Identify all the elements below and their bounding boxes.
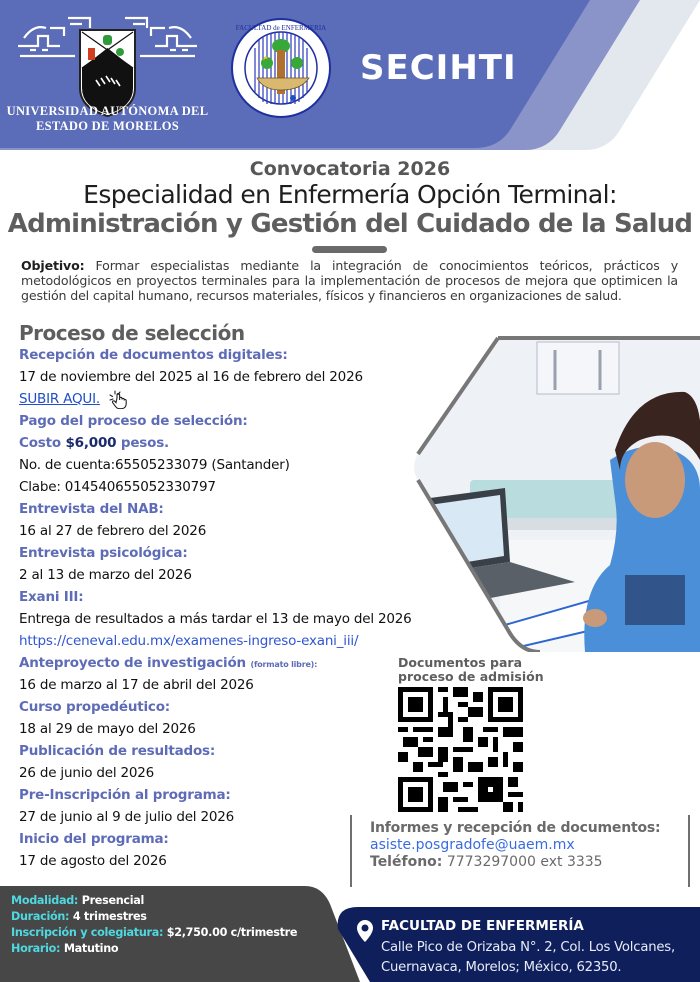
program-title: Especialidad en Enfermería Opción Terminal:	[83, 180, 617, 209]
faculty-seal	[231, 18, 331, 118]
course-label: Curso propedéutico:	[19, 699, 170, 715]
prereg-label: Pre-Inscripción al programa:	[19, 787, 231, 803]
draft-dates: 16 de marzo al 17 de abril del 2026	[19, 677, 254, 693]
nab-interview-dates: 16 al 27 de febrero del 2026	[19, 523, 207, 539]
cost-amount: $6,000	[65, 435, 117, 451]
start-date: 17 de agosto del 2026	[19, 853, 167, 869]
upload-link[interactable]: SUBIR AQUI.	[19, 391, 100, 407]
course-dates: 18 al 29 de mayo del 2026	[19, 721, 196, 737]
draft-note: (formato libre):	[250, 660, 318, 669]
nab-interview-label: Entrevista del NAB:	[19, 501, 164, 517]
exani-link[interactable]: https://ceneval.edu.mx/examenes-ingreso-exani_iii/	[19, 633, 359, 649]
qr-code[interactable]	[398, 687, 523, 812]
objective-label: Objetivo:	[21, 258, 85, 273]
pointer-hand-icon	[108, 389, 130, 409]
start-label: Inicio del programa:	[19, 831, 169, 847]
qr-caption: Documentos para proceso de admisión	[398, 655, 544, 684]
call-year: Convocatoria 2026	[249, 158, 451, 180]
process-title: Proceso de selección	[19, 321, 245, 345]
results-date: 26 de junio del 2026	[19, 765, 155, 781]
results-label: Publicación de resultados:	[19, 743, 216, 759]
reception-label: Recepción de documentos digitales:	[19, 347, 288, 363]
exani-label: Exani III:	[19, 589, 84, 605]
nurse-photo	[410, 330, 700, 652]
reception-dates: 17 de noviembre del 2025 al 16 de febrero del 2026	[19, 369, 363, 385]
title-divider	[312, 246, 387, 253]
draft-label: Anteproyecto de investigación (formato libre):	[19, 655, 318, 671]
header-banner	[0, 0, 700, 150]
svg-text:FACULTAD de ENFERMERIA: FACULTAD de ENFERMERIA	[235, 24, 327, 32]
objective-paragraph	[21, 258, 678, 303]
program-subtitle: Administración y Gestión del Cuidado de la Salud	[7, 209, 693, 239]
contact-email[interactable]: asiste.posgradofe@uaem.mx	[370, 837, 575, 853]
secihti-logo: SECIHTI	[360, 48, 517, 88]
psych-interview-dates: 2 al 13 de marzo del 2026	[19, 567, 192, 583]
cost-row: Costo $6,000 pesos.	[19, 435, 169, 451]
program-details: Modalidad: Presencial Duración: 4 trimestres Inscripción y colegiatura: $2,750.00 c/trimestre Horario: Matutino	[11, 894, 298, 955]
contact-phone: Teléfono: 7773297000 ext 3335	[370, 854, 603, 870]
contact-heading: Informes y recepción de documentos:	[370, 820, 661, 836]
university-name: UNIVERSIDAD AUTÓNOMA DEL ESTADO DE MORELOS	[6, 104, 209, 133]
contact-box	[350, 815, 690, 887]
location-pin-icon	[357, 920, 373, 942]
faculty-name: FACULTAD DE ENFERMERÍA	[381, 918, 584, 934]
exani-text: Entrega de resultados a más tardar el 13 de mayo del 2026	[19, 611, 412, 627]
psych-interview-label: Entrevista psicológica:	[19, 545, 188, 561]
prereg-dates: 27 de junio al 9 de julio del 2026	[19, 809, 234, 825]
account-number: No. de cuenta:65505233079 (Santander)	[19, 457, 290, 473]
upload-row	[19, 388, 449, 410]
faculty-address: Calle Pico de Orizaba N°. 2, Col. Los Volcanes, Cuernavaca, Morelos; México, 62350.	[381, 940, 675, 975]
payment-label: Pago del proceso de selección:	[19, 413, 248, 429]
process-steps	[19, 344, 449, 872]
objective-text: Formar especialistas mediante la integración de conocimientos teóricos, prácticos y metodológicos en proyectos terminales para la implementación de procesos de mejora que optimicen la gestión del capital humano, recursos materiales, físicos y financieros en organizaciones de salud.	[21, 258, 678, 303]
clabe-number: Clabe: 014540655052330797	[19, 479, 216, 495]
